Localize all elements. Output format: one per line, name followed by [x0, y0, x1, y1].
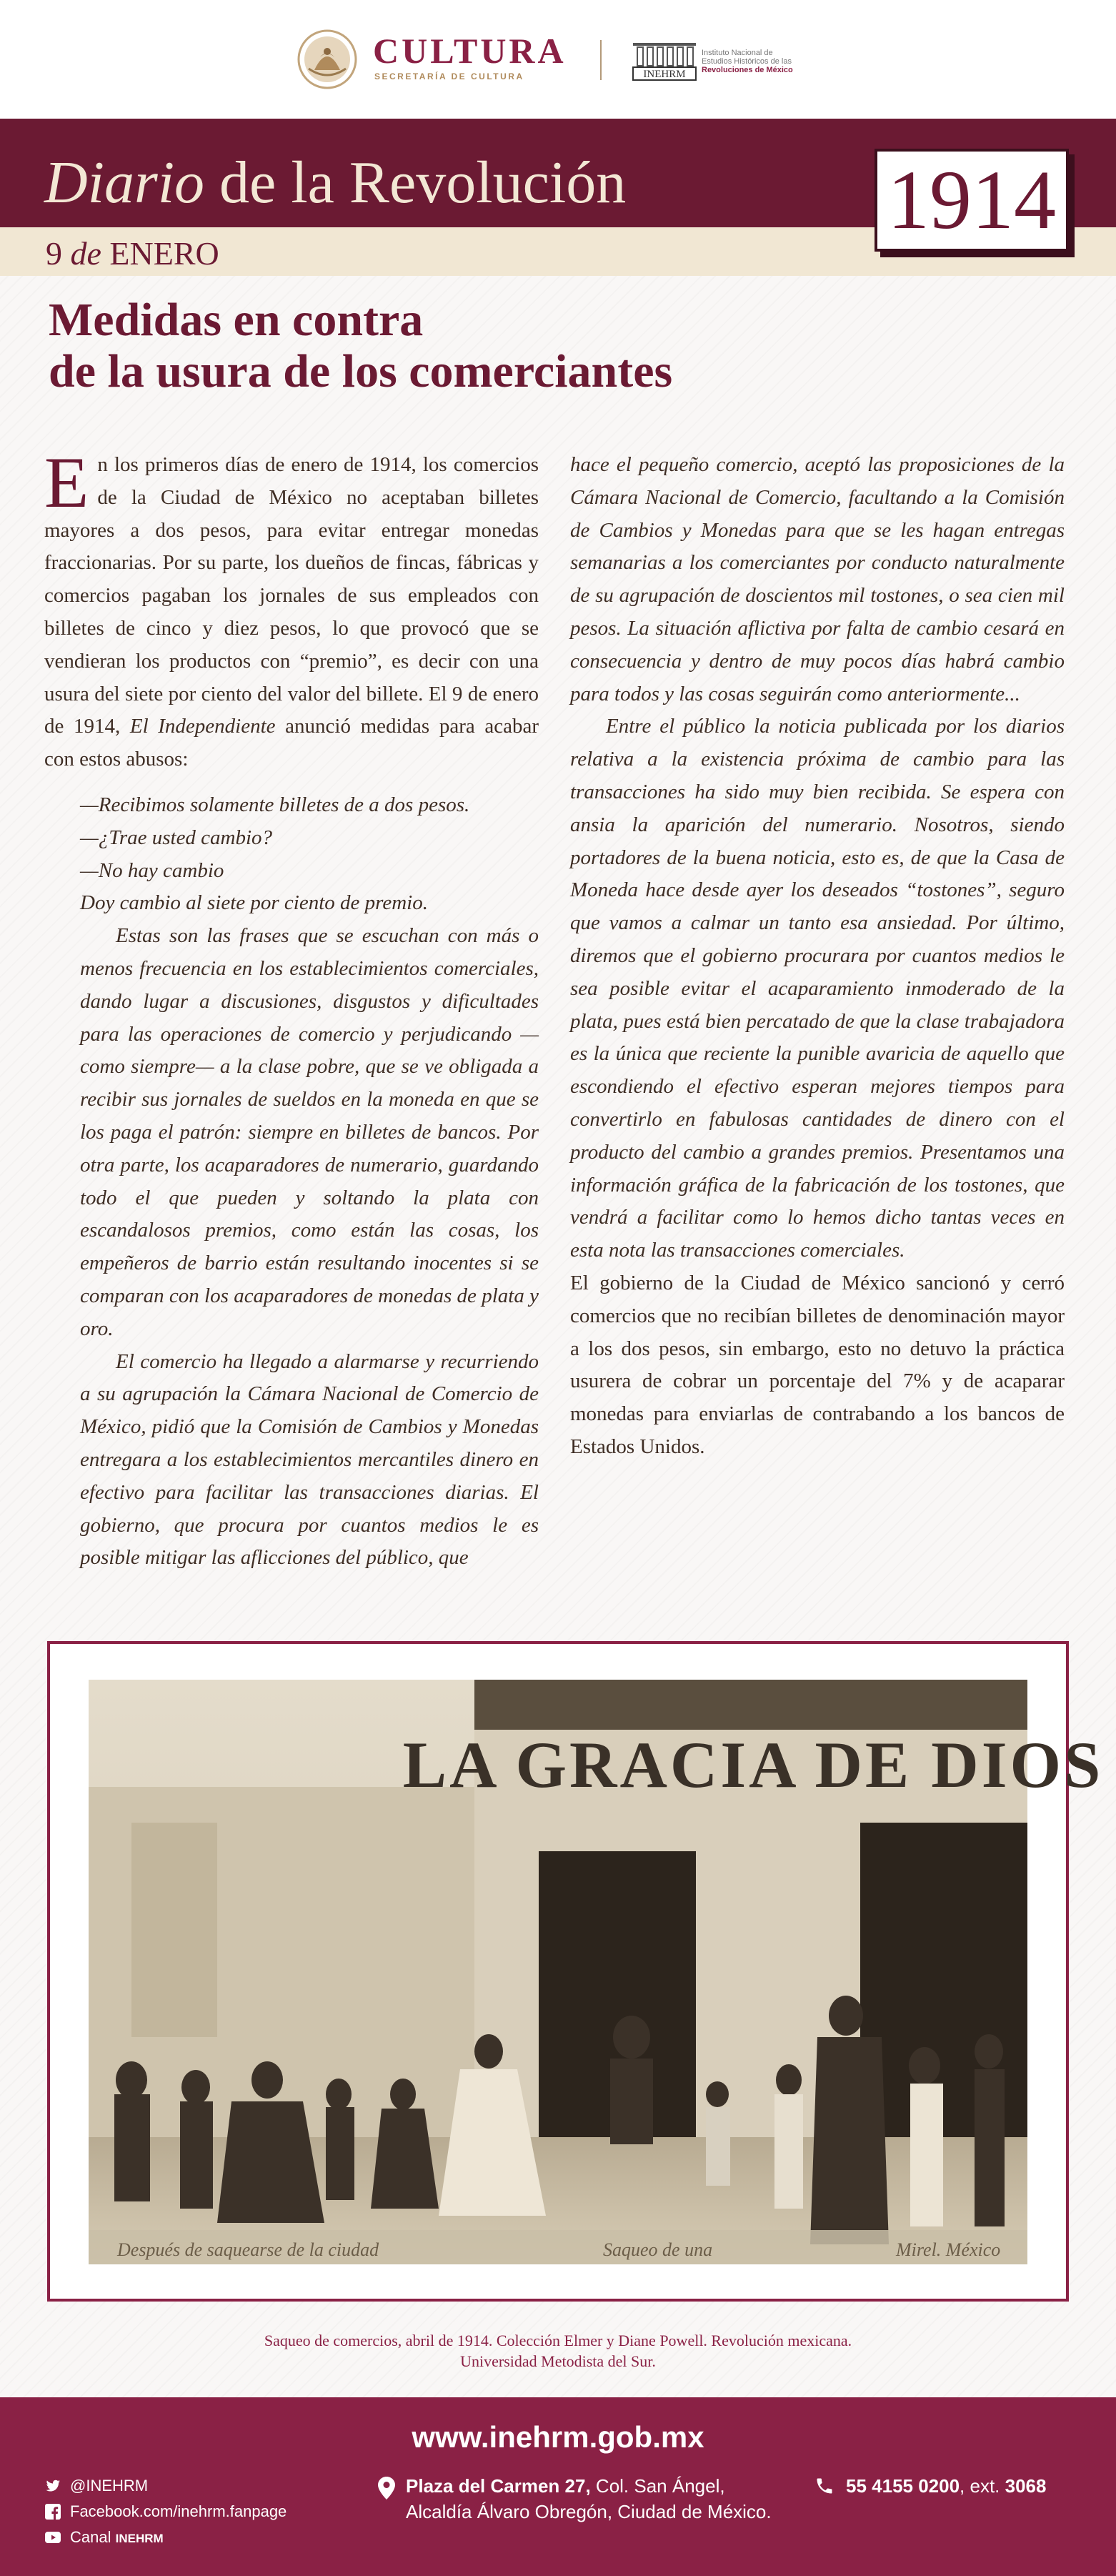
article-column-left — [44, 442, 539, 1575]
quote-line-3: —No hay cambio — [80, 858, 224, 882]
caption-line-1: Saqueo de comercios, abril de 1914. Colección Elmer y Diane Powell. Revolución mexicana. — [264, 2332, 852, 2349]
intro-paragraph — [44, 442, 539, 776]
address-line-2: Alcaldía Álvaro Obregón, Ciudad de México. — [406, 2501, 772, 2522]
facebook-url: Facebook.com/inehrm.fanpage — [70, 2502, 287, 2520]
quote-paragraph-2: El comercio ha llegado a alarmarse y recurriendo a su agrupación la Cámara Nacional de Comercio de México, pidió que la Comisión de Cambios y Monedas entregara a los establecimientos mercantiles dinero en efectivo para facilitar las transacciones diarias. El gobierno, que procura por cuantos medios le es posible mitigar las aflicciones del público, que — [80, 1349, 539, 1570]
historical-photo — [89, 1680, 1104, 2264]
photo-bottom-text-left: Después de saquearse de la ciudad — [117, 2239, 379, 2260]
quote-paragraph-1: Estas son las frases que se escuchan con más o menos frecuencia en los establecimientos comerciales, dando lugar a discusiones, disgustos y dificultades para las operaciones de comercio y perjudicando —como siempre— a la clase pobre, que se ve obligada a recibir sus jornales de sueldos en la moneda en que se los paga el patrón: siempre en billetes de bancos. Por otra parte, los acaparadores de numerario, guardando todo el que pueden y soltando la plata con escandalosos premios, como están las cosas, los empeñeros de barrio están resultando inocentes si se comparan con los acaparadores de monedas de plata y oro. — [80, 924, 539, 1340]
year-box: 1914 — [875, 149, 1069, 252]
address-street: Plaza del Carmen 27, — [406, 2475, 591, 2497]
facebook-icon — [44, 2503, 61, 2520]
svg-text:INEHRM: INEHRM — [643, 69, 686, 80]
phone-main: 55 4155 0200 — [846, 2475, 960, 2497]
facebook-link[interactable] — [44, 2499, 287, 2525]
cultura-subtitle: SECRETARÍA DE CULTURA — [374, 71, 524, 81]
twitter-handle: @INEHRM — [70, 2477, 149, 2495]
photo-caption — [0, 2330, 1116, 2372]
quote-line-2: —¿Trae usted cambio? — [80, 826, 273, 849]
date-month: ENERO — [109, 235, 219, 272]
address-line-1 — [406, 2473, 772, 2499]
quote-paragraph-continued: hace el pequeño comercio, aceptó las proposiciones de la Cámara Nacional de Comercio, facultando a la Comisión de Cambios y Monedas para que se les hagan entregas semanarias a los comerciantes por conducto naturalmente de su agrupación de doscientos mil tostones, o sea cien mil pesos. La situación aflictiva por falta de cambio cesará en consecuencia y dentro de muy pocos días habrá cambio para todos y las cosas seguirán como anteriormente... — [570, 453, 1065, 705]
photo-sign-text: LA GRACIA DE DIOS — [402, 1728, 1104, 1801]
youtube-name: INEHRM — [115, 2532, 164, 2545]
intro-text-b: anunció medidas para acabar con estos abusos: — [44, 715, 539, 771]
inehrm-name — [702, 49, 845, 74]
phone-icon — [814, 2476, 834, 2496]
inehrm-line-3: Revoluciones de México — [702, 66, 793, 74]
issue-date — [46, 234, 219, 272]
date-day: 9 — [46, 235, 62, 272]
quote-line-1: —Recibimos solamente billetes de a dos pesos. — [80, 793, 470, 816]
photo-bottom-text-mid: Saqueo de una — [603, 2239, 713, 2260]
twitter-icon — [44, 2477, 61, 2495]
youtube-icon — [44, 2529, 61, 2546]
social-links — [44, 2473, 287, 2550]
closing-paragraph: El gobierno de la Ciudad de México sancionó y cerró comercios que no recibían billetes de denominación mayor a los dos pesos, sin embargo, esto no detuvo la práctica usurera de cobrar un porcentaje del 7% y de acaparar monedas para enviarlas de contrabando a los bancos de Estados Unidos. — [570, 1271, 1065, 1458]
youtube-channel — [70, 2528, 164, 2547]
article-column-right — [570, 449, 1065, 1464]
address-colony: Col. San Ángel, — [590, 2475, 725, 2497]
phone-ext-label: , ext. — [960, 2475, 1005, 2497]
youtube-prefix: Canal — [70, 2528, 111, 2546]
article-headline — [49, 294, 834, 397]
drop-cap: E — [44, 442, 89, 523]
website-link[interactable]: www.inehrm.gob.mx — [412, 2420, 704, 2454]
headline-line-1: Medidas en contra — [49, 294, 424, 346]
logo-bar — [0, 0, 1116, 119]
photo-frame — [47, 1641, 1104, 2302]
title-italic: Diario — [44, 149, 205, 216]
cultura-logo-text: CULTURA — [373, 31, 567, 71]
quote-paragraph-3: Entre el público la noticia publicada por los diarios relativa a la existencia próxima de cambio para las transacciones ha sido muy bien recibida. Se espera con ansia la aparición del numerario. Nosotros, siendo portadores de la buena noticia, esto es, de que la Casa de Moneda hace desde ayer los deseados “tostones”, seguro que vamos a calmar un tanto esa ansiedad. Por último, diremos que el gobierno procurara por cuantos medios le sea posible evitar el acaparamiento inmoderado de la plata, pues está bien percatado de que la clase trabajadora es la única que reciente la punible avaricia de aquello que escondiendo el efectivo esperan mejores tiempos para convertirlo en fabulosas cantidades de dinero con el producto del cambio a grandes premios. Presentamos una información gráfica de la fabricación de los tostones, que vendrá a facilitar como lo hemos dicho tantas veces en esta nota las transacciones comerciales. — [570, 715, 1065, 1262]
intro-text-a: n los primeros días de enero de 1914, los comercios de la Ciudad de México no aceptaban billetes mayores a dos pesos, para evitar entregar monedas fraccionarias. Por su parte, los dueños de fincas, fábricas y comercios pagaban los jornales de sus empleados con billetes de cinco y diez pesos, lo que provocó que se vendieran los productos con “premio”, es decir con una usura del siete por ciento del valor del billete. El 9 de enero de 1914, — [44, 453, 539, 738]
location-pin-icon — [377, 2476, 396, 2500]
inehrm-line-2: Estudios Históricos de las — [702, 57, 792, 66]
youtube-link[interactable] — [44, 2525, 287, 2550]
quote-line-4: Doy cambio al siete por ciento de premio. — [80, 891, 428, 915]
title-rest: de la Revolución — [204, 149, 627, 216]
caption-line-2: Universidad Metodista del Sur. — [460, 2352, 656, 2370]
phone-ext: 3068 — [1005, 2475, 1047, 2497]
mexico-seal-icon — [293, 29, 362, 90]
inehrm-line-1: Instituto Nacional de — [702, 49, 773, 57]
photo-bottom-text-right: Mirel. México — [896, 2239, 1001, 2260]
phone-number — [846, 2473, 1046, 2499]
newspaper-name: El Independiente — [129, 715, 276, 738]
address-block — [377, 2473, 772, 2525]
logo-divider — [600, 40, 602, 80]
date-de: de — [70, 235, 101, 272]
phone-block[interactable] — [814, 2473, 1046, 2499]
twitter-link[interactable] — [44, 2473, 287, 2499]
inehrm-building-icon — [630, 39, 699, 81]
publication-title — [44, 148, 626, 217]
headline-line-2: de la usura de los comerciantes — [49, 345, 673, 397]
